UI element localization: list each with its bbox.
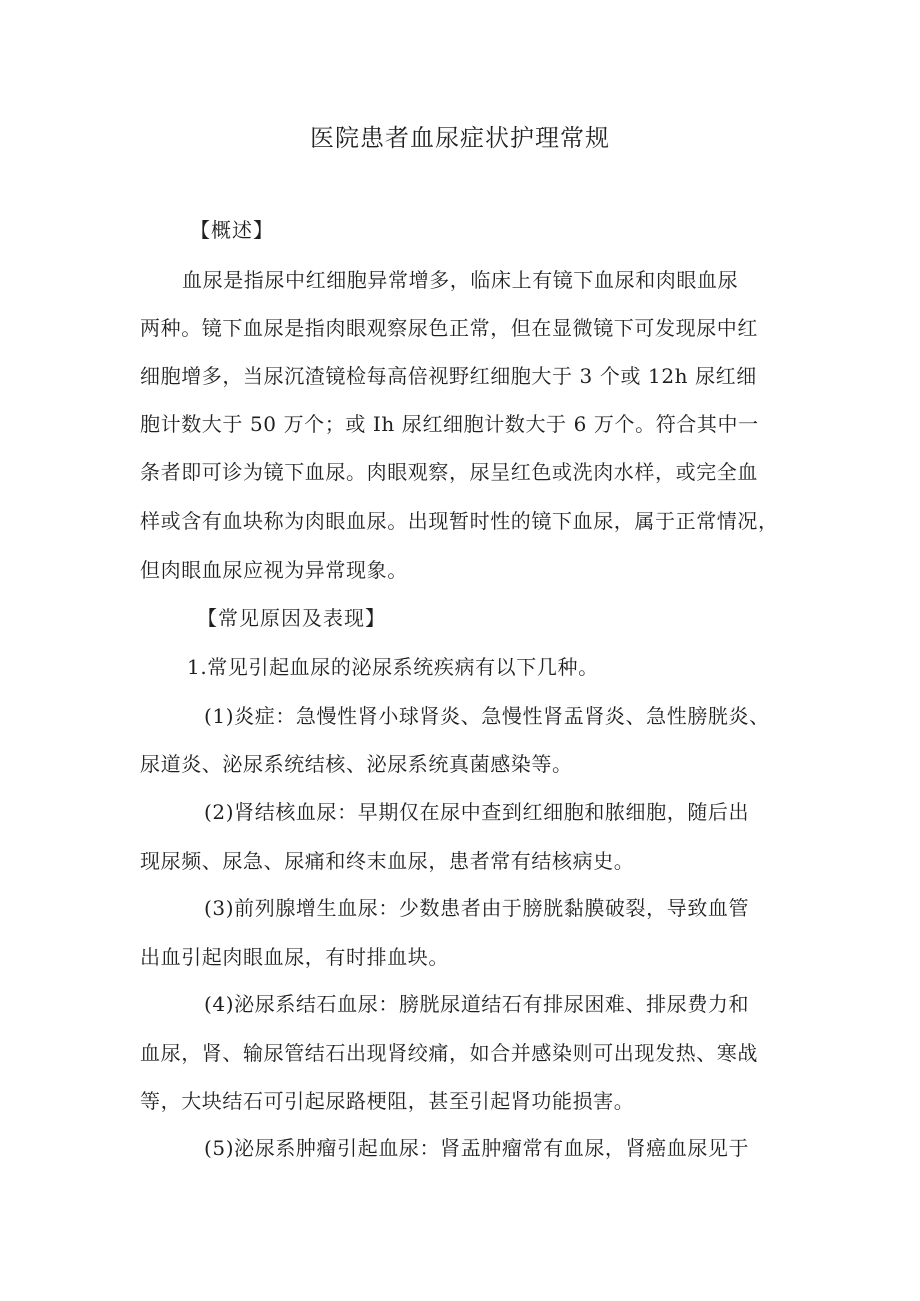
sub-item-5-line-1: (5)泌尿系肿瘤引起血尿：肾盂肿瘤常有血尿，肾癌血尿见于: [204, 1136, 750, 1160]
document-title: 医院患者血尿症状护理常规: [310, 124, 610, 152]
overview-line-4: 胞计数大于 50 万个；或 Ih 尿红细胞计数大于 6 万个。符合其中一: [140, 412, 759, 436]
sub-item-3-line-1: (3)前列腺增生血尿：少数患者由于膀胱黏膜破裂，导致血管: [204, 896, 750, 920]
overview-line-5: 条者即可诊为镜下血尿。肉眼观察，尿呈红色或洗肉水样，或完全血: [140, 460, 758, 484]
overview-line-1: 血尿是指尿中红细胞异常增多，临床上有镜下血尿和肉眼血尿: [182, 268, 739, 292]
overview-line-2: 两种。镜下血尿是指肉眼观察尿色正常，但在显微镜下可发现尿中红: [140, 316, 758, 340]
sub-item-4-line-2: 血尿，肾、输尿管结石出现肾绞痛，如合并感染则可出现发热、寒战: [140, 1041, 758, 1065]
section-heading-overview: 【概述】: [190, 218, 274, 242]
sub-item-4-line-3: 等，大块结石可引起尿路梗阻，甚至引起肾功能损害。: [140, 1089, 635, 1113]
sub-item-2-line-1: (2)肾结核血尿：早期仅在尿中查到红细胞和脓细胞，随后出: [204, 800, 750, 824]
sub-item-4-line-1: (4)泌尿系结石血尿：膀胱尿道结石有排尿困难、排尿费力和: [204, 992, 750, 1016]
sub-item-1-line-1: (1)炎症：急慢性肾小球肾炎、急慢性肾盂肾炎、急性膀胱炎、: [204, 704, 770, 728]
sub-item-1-line-2: 尿道炎、泌尿系统结核、泌尿系统真菌感染等。: [140, 752, 573, 776]
sub-item-3-line-2: 出血引起肉眼血尿，有时排血块。: [140, 945, 449, 969]
overview-line-3: 细胞增多，当尿沉渣镜检每高倍视野红细胞大于 3 个或 12h 尿红细: [140, 364, 757, 388]
sub-item-2-line-2: 现尿频、尿急、尿痛和终末血尿，患者常有结核病史。: [140, 849, 635, 873]
section-heading-causes: 【常见原因及表现】: [197, 606, 386, 630]
overview-line-6: 样或含有血块称为肉眼血尿。出现暂时性的镜下血尿，属于正常情况，: [140, 509, 779, 533]
overview-line-7: 但肉眼血尿应视为异常现象。: [140, 558, 408, 582]
causes-item-1: 1.常见引起血尿的泌尿系统疾病有以下几种。: [187, 655, 599, 679]
